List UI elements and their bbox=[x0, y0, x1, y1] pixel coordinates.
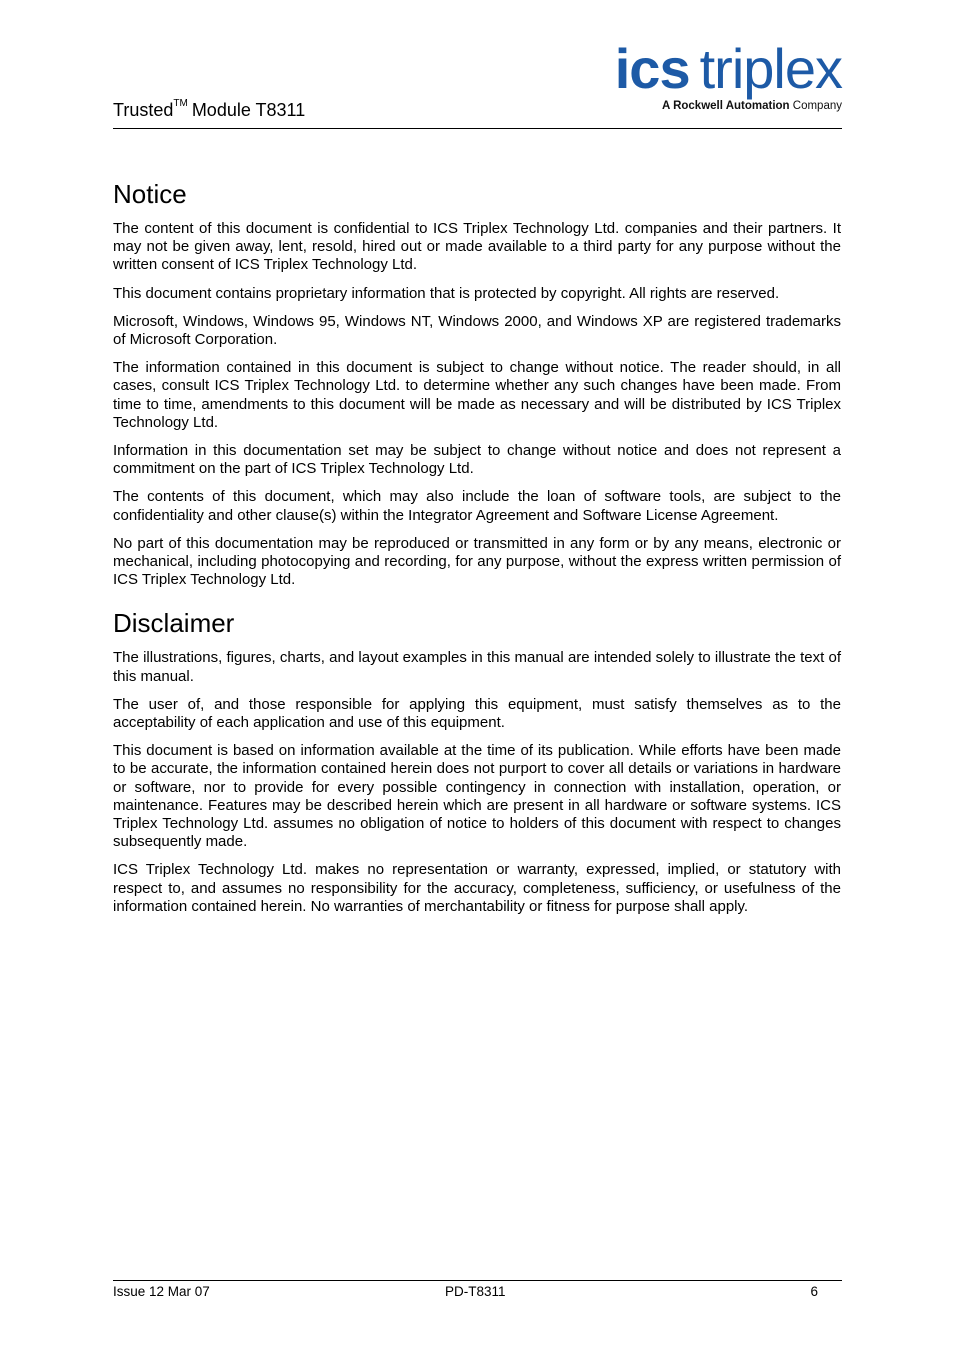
paragraph: No part of this documentation may be reproduced or transmitted in any form or by any means, electronic or mechanical, including photocopying and recording, for any purpose, without the express written permission of ICS Triplex Technology Ltd. bbox=[113, 534, 841, 589]
paragraph: This document is based on information available at the time of its publication. While efforts have been made to be accurate, the information contained herein does not purport to cover all details or variations in hardware or software, nor to provide for every possible contingency in connection with installation, operation, or maintenance. Features may be described herein which are present in all hardware or software systems. ICS Triplex Technology Ltd. assumes no obligation of notice to holders of this document with respect to changes subsequently made. bbox=[113, 742, 841, 851]
logo-ics: ics bbox=[614, 37, 690, 100]
notice-section bbox=[113, 178, 841, 589]
trademark-superscript: TM bbox=[173, 98, 188, 109]
document-body bbox=[113, 178, 841, 926]
ics-triplex-logo bbox=[610, 37, 842, 112]
page-footer bbox=[113, 1280, 842, 1299]
page-header bbox=[113, 37, 842, 129]
paragraph: This document contains proprietary information that is protected by copyright. All rights are reserved. bbox=[113, 284, 780, 302]
section-heading: Notice bbox=[113, 179, 187, 209]
page-number: 6 bbox=[810, 1284, 818, 1299]
title-prefix: Trusted bbox=[113, 100, 174, 120]
disclaimer-section bbox=[113, 607, 841, 916]
logo-tagline bbox=[610, 100, 842, 112]
document-title bbox=[113, 100, 305, 121]
logo-wordmark bbox=[610, 37, 842, 100]
logo-triplex: triplex bbox=[699, 37, 842, 100]
paragraph: ICS Triplex Technology Ltd. makes no representation or warranty, expressed, implied, or statutory with respect to, and assumes no responsibility for the accuracy, completeness, sufficiency, or usefulness of the information contained herein. No warranties of merchantability or fitness for purpose shall apply. bbox=[113, 861, 841, 915]
logo-tagline-main: A Rockwell Automation bbox=[662, 100, 790, 112]
issue-date: Issue 12 Mar 07 bbox=[113, 1284, 210, 1299]
document-id: PD-T8311 bbox=[445, 1284, 506, 1299]
paragraph: The illustrations, figures, charts, and layout examples in this manual are intended solely to illustrate the text of this manual. bbox=[113, 649, 841, 685]
paragraph: The content of this document is confidential to ICS Triplex Technology Ltd. companies and their partners. It may not be given away, lent, resold, hired out or made available to a third party for any purpose without the written consent of ICS Triplex Technology Ltd. bbox=[113, 220, 841, 274]
paragraph: The user of, and those responsible for applying this equipment, must satisfy themselves as to the acceptability of each application and use of this equipment. bbox=[113, 695, 841, 732]
paragraph: The information contained in this document is subject to change without notice. The reader should, in all cases, consult ICS Triplex Technology Ltd. to determine whether any such changes have been made. From time to time, amendments to this document will be made as necessary and will be distributed by ICS Triplex Technology Ltd. bbox=[113, 359, 841, 431]
logo-tagline-company: Company bbox=[792, 100, 842, 112]
paragraph: Microsoft, Windows, Windows 95, Windows NT, Windows 2000, and Windows XP are registered trademarks of Microsoft Corporation. bbox=[113, 312, 841, 349]
title-suffix: Module T8311 bbox=[191, 100, 306, 120]
paragraph: Information in this documentation set may be subject to change without notice and does not represent a commitment on the part of ICS Triplex Technology Ltd. bbox=[113, 442, 841, 478]
paragraph: The contents of this document, which may also include the loan of software tools, are subject to the confidentiality and other clause(s) within the Integrator Agreement and Software License Agreement. bbox=[113, 488, 841, 524]
section-heading: Disclaimer bbox=[113, 608, 235, 639]
